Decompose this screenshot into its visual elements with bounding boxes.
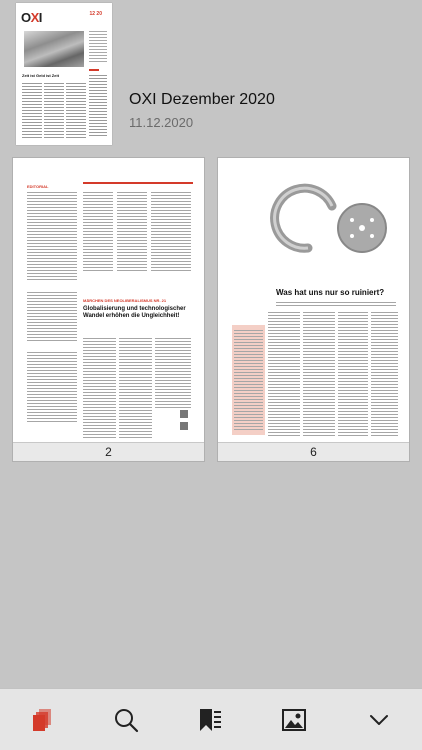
cover-text-column [89, 75, 107, 138]
page-2-author-photo [180, 410, 188, 418]
page-6-text-block [303, 312, 335, 437]
tab-bookmarks[interactable] [196, 706, 224, 734]
tab-issues[interactable] [28, 706, 56, 734]
page-6-text-block [338, 312, 368, 437]
page-2-text-block [117, 192, 147, 272]
bookmarks-icon [197, 707, 223, 733]
page-6-photo [270, 178, 390, 268]
page-2-text-block [119, 338, 152, 438]
page-2-text-block [27, 192, 77, 282]
page-6-subtitle [276, 302, 396, 306]
page-6-text-block [268, 312, 300, 437]
page-6-headline: Was hat uns nur so ruiniert? [276, 288, 385, 297]
page-2-headline: Globalisierung und technologischer Wandel erhöhen die Ungleichheit! [83, 306, 186, 319]
issue-cover-thumbnail[interactable] [16, 3, 112, 145]
page-2-section: EDITORIAL [27, 184, 49, 189]
chevron-down-icon [367, 708, 391, 732]
page-number-label: 6 [218, 442, 409, 461]
cover-text-column [22, 83, 42, 138]
page-6-text-block [234, 330, 263, 430]
tab-search[interactable] [112, 706, 140, 734]
search-icon [113, 707, 139, 733]
page-2-text-block [27, 352, 77, 422]
page-2-preview [25, 170, 194, 440]
cover-headline: Zeit ist Geld ist Zeit [22, 73, 59, 78]
page-2-text-block [83, 338, 116, 438]
tab-gallery[interactable] [280, 706, 308, 734]
page-2-series: MÄRCHEN DES NEOLIBERALISMUS NR. 21 [83, 298, 167, 303]
cover-photo [24, 31, 84, 67]
page-thumbnail-6[interactable] [217, 157, 410, 462]
cover-logo: OXI [21, 10, 42, 25]
tab-collapse[interactable] [365, 706, 393, 734]
page-number-label: 2 [13, 442, 204, 461]
bottom-tab-bar [0, 688, 422, 750]
page-2-rule [83, 182, 193, 184]
issue-header[interactable] [0, 0, 422, 150]
cover-text-column [66, 83, 86, 138]
cover-sidebar-text [89, 31, 107, 63]
page-thumbnail-2[interactable] [12, 157, 205, 462]
page-2-text-block [83, 192, 113, 272]
cover-issue-number: 12 20 [89, 11, 102, 17]
page-2-author-photo [180, 422, 188, 430]
page-2-text-block [151, 192, 191, 272]
page-6-preview [230, 170, 399, 440]
image-gallery-icon [281, 707, 307, 733]
page-2-text-block [155, 338, 191, 408]
issues-icon [31, 708, 53, 732]
page-2-text-block [27, 292, 77, 342]
page-6-text-block [371, 312, 398, 437]
cover-red-marker [89, 69, 99, 71]
issue-title[interactable]: OXI Dezember 2020 [129, 91, 275, 108]
issue-date: 11.12.2020 [129, 115, 194, 130]
cover-text-column [44, 83, 64, 138]
